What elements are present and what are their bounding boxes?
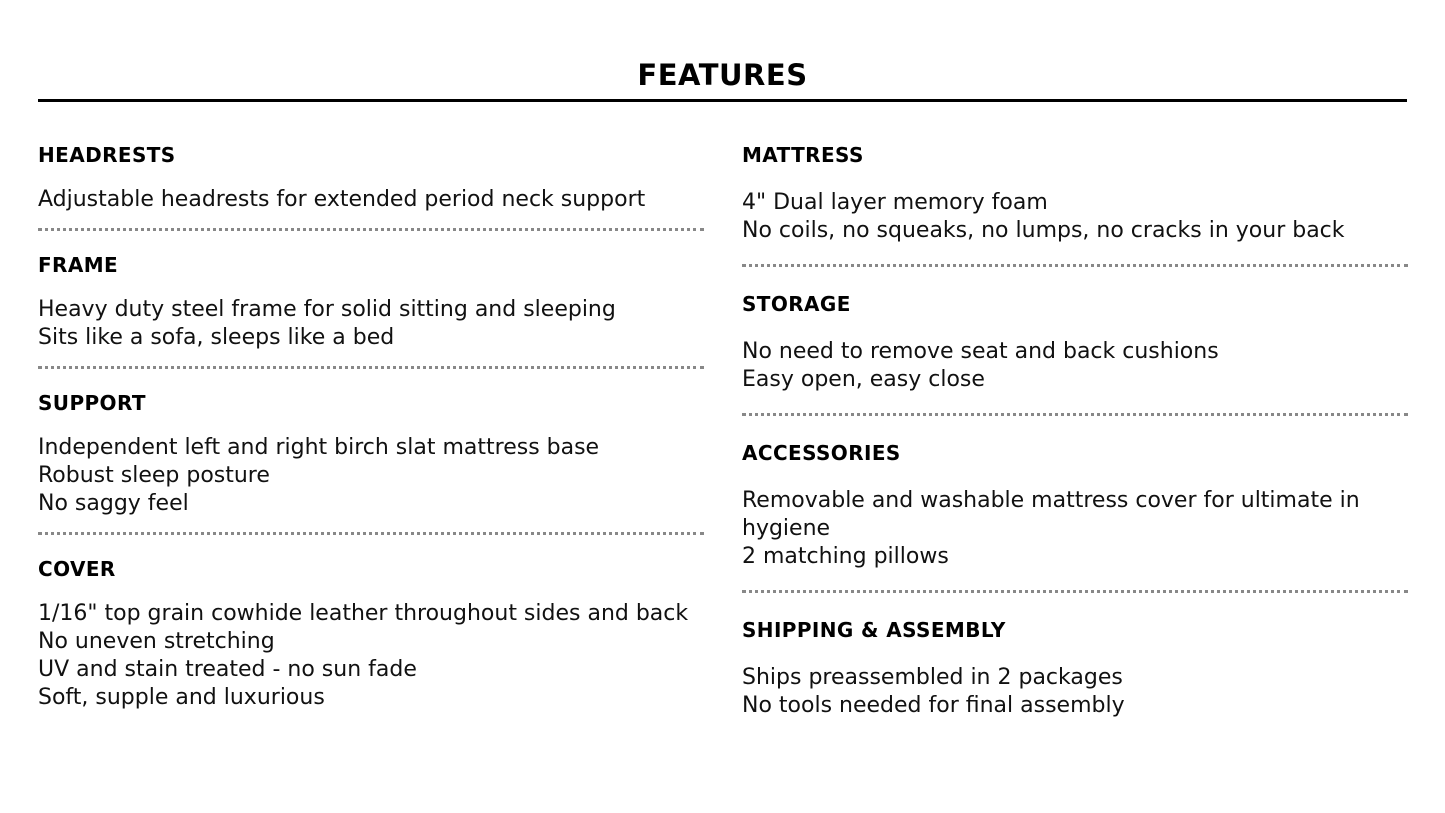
left-feature-column bbox=[38, 141, 704, 712]
feature-description bbox=[742, 664, 1408, 720]
feature-headrests bbox=[38, 141, 704, 231]
feature-line: Easy open, easy close bbox=[742, 367, 985, 392]
feature-description bbox=[742, 338, 1408, 394]
feature-line: Robust sleep posture bbox=[38, 463, 270, 488]
feature-accessories bbox=[742, 439, 1408, 593]
feature-heading: SUPPORT bbox=[38, 391, 146, 415]
feature-line: UV and stain treated - no sun fade bbox=[38, 657, 417, 682]
feature-shipping-assembly bbox=[742, 616, 1408, 720]
dotted-divider bbox=[742, 413, 1408, 416]
feature-description bbox=[38, 434, 704, 518]
page-title: FEATURES bbox=[637, 58, 808, 93]
feature-line: 1/16" top grain cowhide leather throughout sides and back bbox=[38, 601, 689, 626]
feature-heading: SHIPPING & ASSEMBLY bbox=[742, 618, 1006, 642]
feature-description bbox=[742, 487, 1408, 571]
feature-heading: FRAME bbox=[38, 253, 119, 277]
feature-description bbox=[742, 189, 1408, 245]
feature-heading: COVER bbox=[38, 557, 116, 581]
feature-line: No saggy feel bbox=[38, 491, 189, 516]
feature-line: Soft, supple and luxurious bbox=[38, 685, 325, 710]
dotted-divider bbox=[38, 532, 704, 535]
feature-cover bbox=[38, 555, 704, 712]
feature-frame bbox=[38, 251, 704, 369]
feature-heading: HEADRESTS bbox=[38, 143, 176, 167]
feature-line: Independent left and right birch slat mattress base bbox=[38, 435, 600, 460]
feature-storage bbox=[742, 290, 1408, 416]
dotted-divider bbox=[742, 264, 1408, 267]
feature-description bbox=[38, 296, 704, 352]
feature-support bbox=[38, 389, 704, 535]
feature-line: Adjustable headrests for extended period neck support bbox=[38, 187, 646, 212]
feature-description bbox=[38, 186, 704, 214]
feature-heading: ACCESSORIES bbox=[742, 441, 901, 465]
feature-line: No tools needed for final assembly bbox=[742, 693, 1125, 718]
feature-line: Removable and washable mattress cover for ultimate in hygiene bbox=[742, 488, 1360, 541]
feature-line: No need to remove seat and back cushions bbox=[742, 339, 1219, 364]
title-rule bbox=[38, 99, 1407, 102]
feature-mattress bbox=[742, 141, 1408, 267]
feature-heading: MATTRESS bbox=[742, 143, 864, 167]
feature-line: Ships preassembled in 2 packages bbox=[742, 665, 1123, 690]
feature-heading: STORAGE bbox=[742, 292, 851, 316]
feature-line: Sits like a sofa, sleeps like a bed bbox=[38, 325, 395, 350]
dotted-divider bbox=[38, 366, 704, 369]
feature-line: No coils, no squeaks, no lumps, no cracks in your back bbox=[742, 218, 1345, 243]
feature-line: 4" Dual layer memory foam bbox=[742, 190, 1048, 215]
dotted-divider bbox=[742, 590, 1408, 593]
feature-description bbox=[38, 600, 704, 712]
feature-line: No uneven stretching bbox=[38, 629, 275, 654]
feature-line: Heavy duty steel frame for solid sitting and sleeping bbox=[38, 297, 616, 322]
dotted-divider bbox=[38, 228, 704, 231]
feature-line: 2 matching pillows bbox=[742, 544, 949, 569]
right-feature-column bbox=[742, 141, 1408, 720]
